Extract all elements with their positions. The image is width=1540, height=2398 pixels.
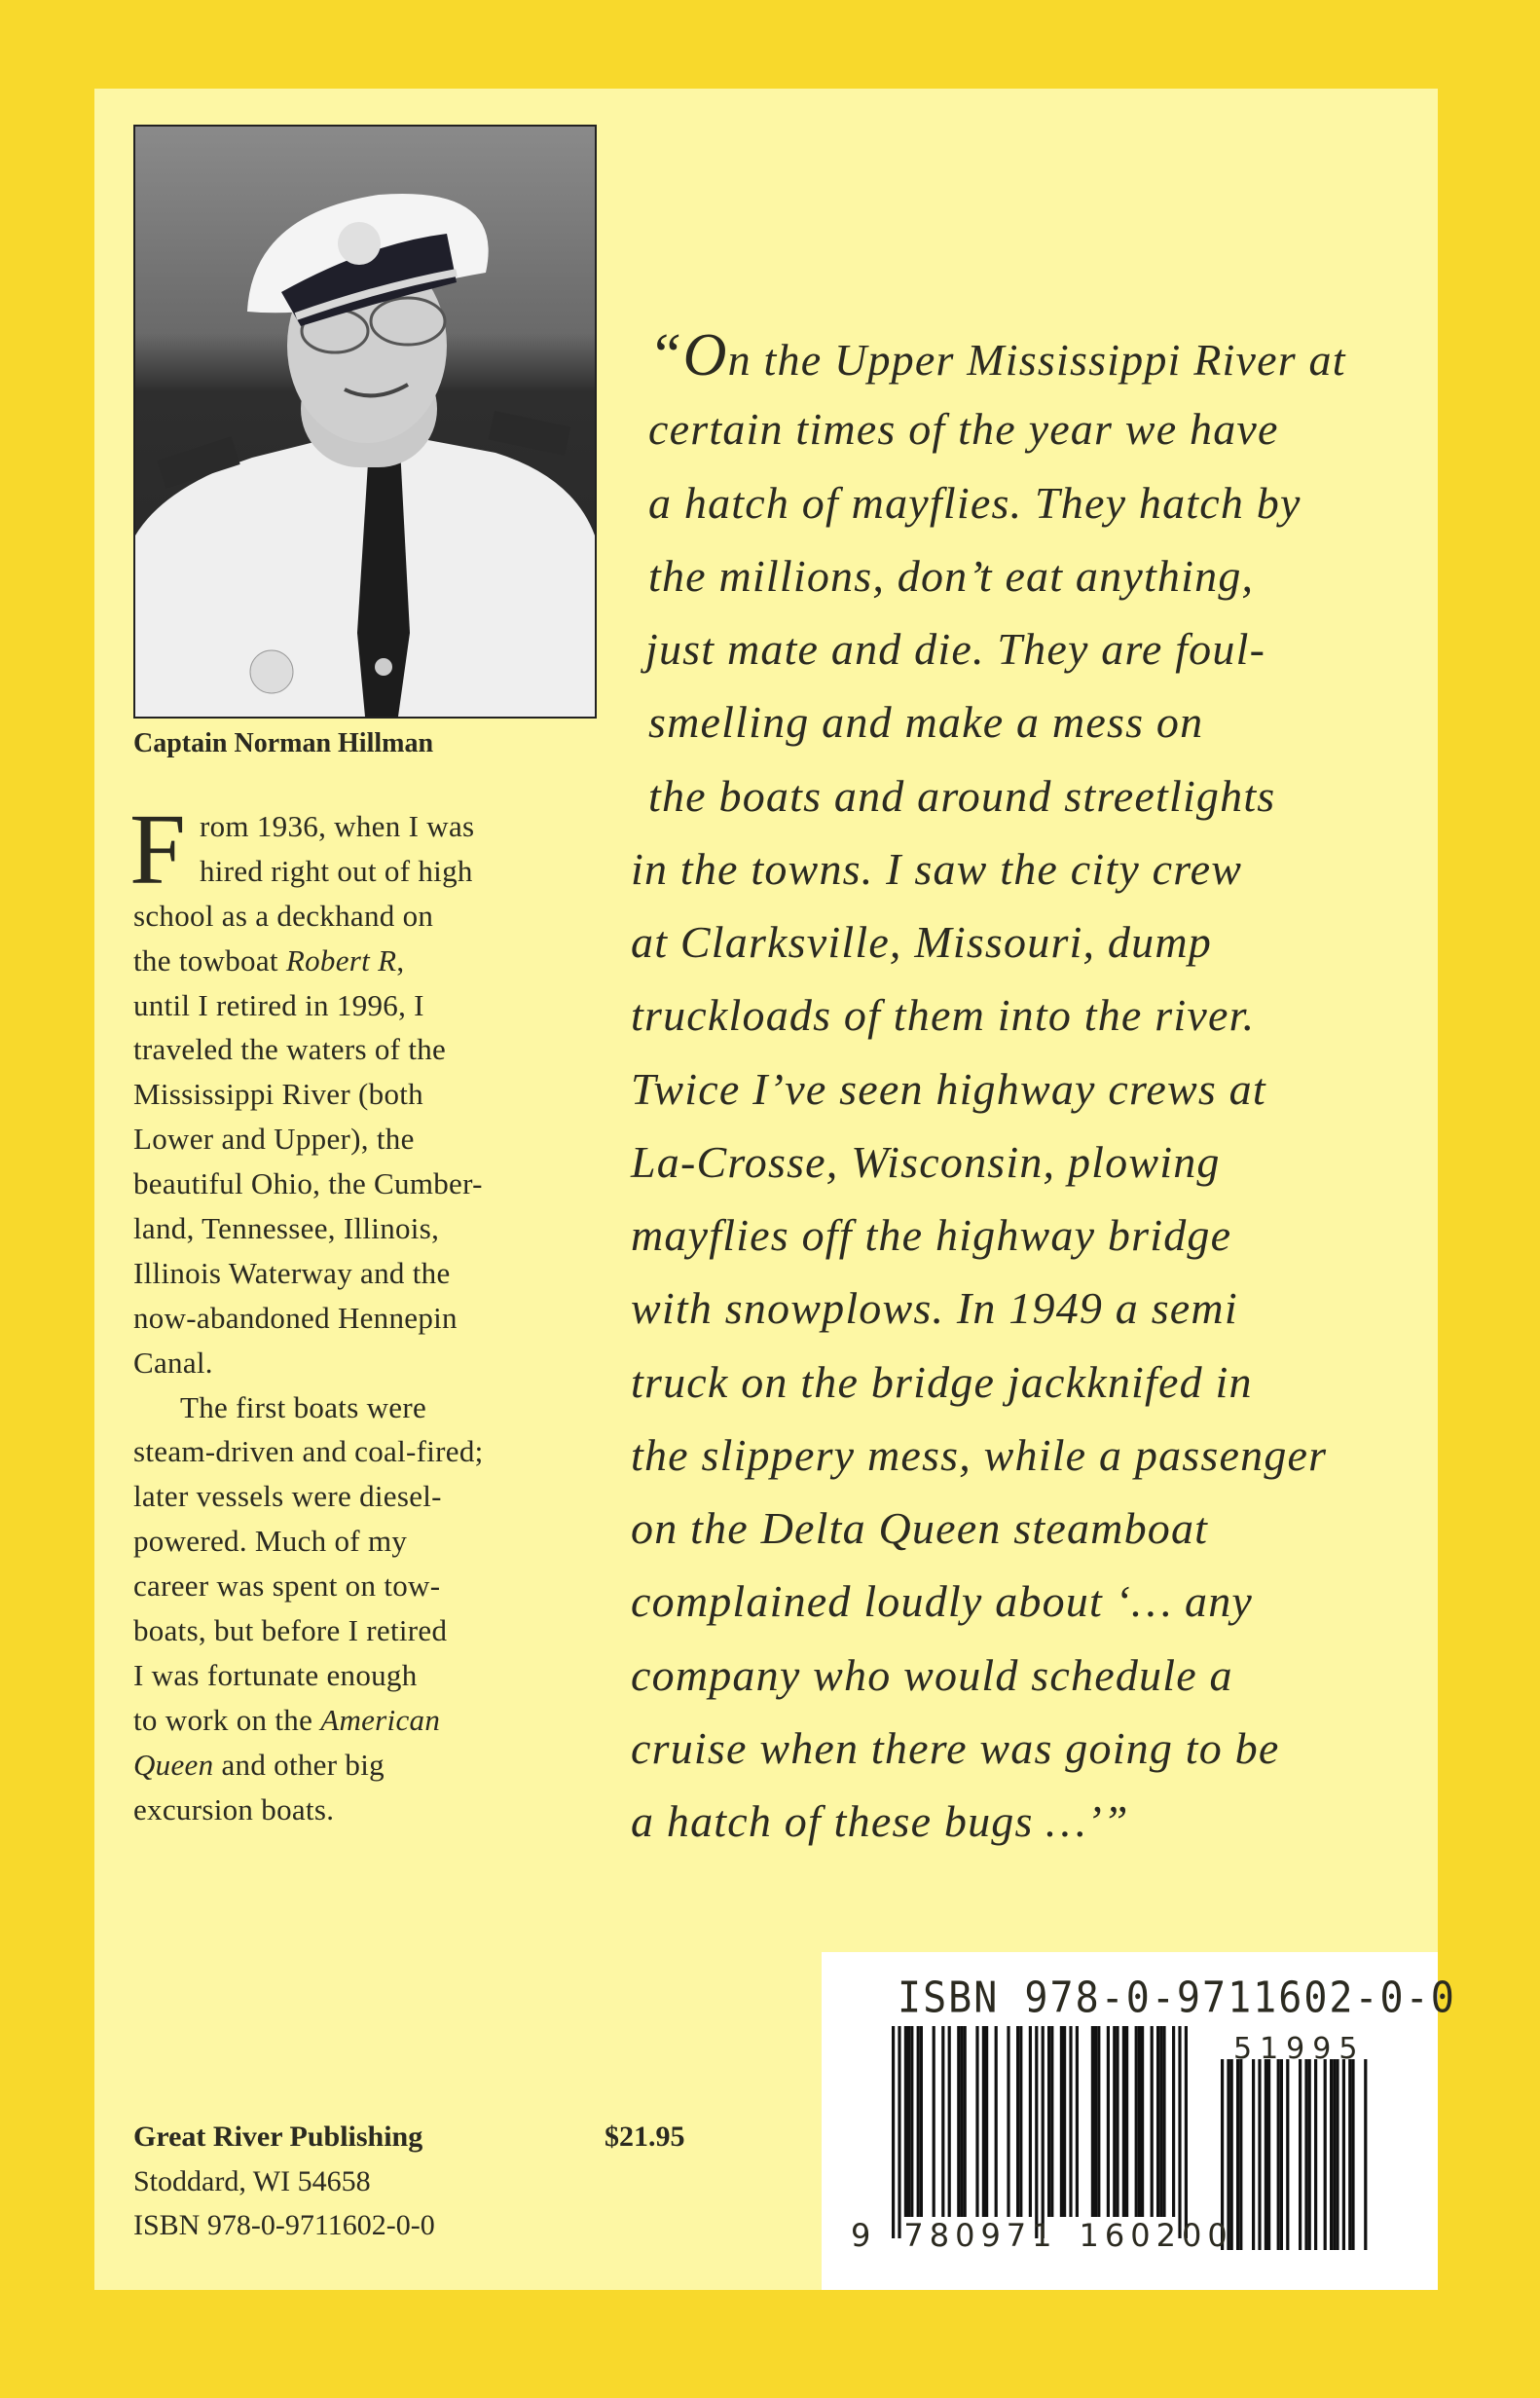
quote-line: [631, 685, 1346, 758]
barcode-addon-bar: [1280, 2059, 1283, 2250]
barcode-addon-bar: [1239, 2059, 1242, 2250]
isbn-barcode: [822, 1952, 1456, 2290]
barcode-first-digit: 9: [851, 2217, 871, 2254]
bio-text: Lower and Upper), the: [133, 1122, 415, 1157]
barcode-addon-bar: [1336, 2059, 1338, 2250]
boat-name: American: [320, 1702, 441, 1737]
quote-line: [631, 759, 1346, 832]
quote-text: with snowplows. In 1949 a semi: [631, 1283, 1238, 1334]
quote-text: mayflies off the highway bridge: [631, 1210, 1232, 1260]
quote-line: [631, 1199, 1346, 1272]
barcode-bar: [1019, 2026, 1022, 2217]
bio-text: beautiful Ohio, the Cumber-: [133, 1166, 483, 1201]
barcode-bar: [1007, 2026, 1009, 2217]
barcode-bar: [907, 2026, 910, 2217]
barcode-bar: [904, 2026, 907, 2217]
captain-portrait-photo: [135, 127, 595, 717]
barcode-bar: [892, 2026, 895, 2238]
barcode-addon-bar: [1308, 2059, 1311, 2250]
quote-line: [631, 319, 1346, 392]
barcode-bar: [1159, 2026, 1162, 2217]
quote-text: a hatch of mayflies. They hatch by: [648, 477, 1302, 528]
quote-line: [631, 1419, 1346, 1492]
barcode-bar: [1094, 2026, 1097, 2217]
barcode-bar: [1069, 2026, 1072, 2217]
quote-text: Twice I’ve seen highway crews at: [631, 1063, 1266, 1114]
barcode-right-digits: 160200: [1079, 2217, 1233, 2254]
bio-line: [133, 1072, 484, 1117]
bio-line: [133, 939, 484, 983]
quote-text: the millions, don’t eat anything,: [648, 550, 1255, 601]
barcode-addon-bar: [1258, 2059, 1261, 2250]
author-bio: [129, 793, 484, 1831]
barcode-bar: [1042, 2026, 1045, 2238]
bio-line: [133, 1519, 484, 1564]
bio-text: later vessels were diesel-: [133, 1479, 442, 1514]
barcode-bar: [1035, 2026, 1038, 2238]
quote-text: certain times of the year we have: [648, 404, 1279, 455]
quote-line: [631, 978, 1346, 1051]
bio-line: [133, 1608, 484, 1653]
bio-line: [133, 1206, 484, 1251]
barcode-addon-bar: [1304, 2059, 1307, 2250]
barcode-addon-bar: [1348, 2059, 1351, 2250]
quote-line: [631, 832, 1346, 905]
barcode-bar: [910, 2026, 913, 2217]
barcode-bar: [957, 2026, 960, 2217]
barcode-bar: [1076, 2026, 1079, 2217]
bio-line: [133, 1296, 484, 1341]
barcode-bar: [964, 2026, 967, 2217]
barcode-bar: [985, 2026, 988, 2217]
bio-line: [133, 1698, 484, 1743]
quote-line: [631, 539, 1346, 612]
quote-text: truck on the bridge jackknifed in: [631, 1356, 1253, 1407]
bio-line: [133, 1743, 484, 1788]
quote-line: [631, 612, 1346, 685]
quote-text: truckloads of them into the river.: [631, 990, 1256, 1041]
barcode-bar: [1116, 2026, 1118, 2217]
quote-text: a hatch of these bugs …’”: [631, 1796, 1129, 1846]
barcode-bar: [1135, 2026, 1138, 2217]
bio-line: [133, 1429, 484, 1474]
quote-line: [631, 1125, 1346, 1199]
barcode-bar: [1050, 2026, 1053, 2217]
barcode-addon-bar: [1351, 2059, 1354, 2250]
barcode-digits: [851, 2217, 1233, 2254]
boat-name: Robert R: [285, 942, 397, 978]
quote-line: [631, 466, 1346, 539]
barcode-bar: [898, 2026, 900, 2238]
barcode-bar: [975, 2026, 978, 2217]
drop-cap: F: [129, 793, 187, 905]
quote-text: La-Crosse, Wisconsin, plowing: [631, 1136, 1221, 1187]
barcode-bar: [1063, 2026, 1066, 2217]
barcode-addon-bar: [1333, 2059, 1336, 2250]
bio-text: powered. Much of my: [133, 1524, 408, 1559]
quote-text: in the towns. I saw the city crew: [631, 843, 1243, 894]
quote-line: [631, 1785, 1346, 1858]
bio-text: land, Tennessee, Illinois,: [133, 1211, 440, 1246]
bio-text: to work on the: [133, 1702, 321, 1737]
barcode-bar: [1091, 2026, 1094, 2217]
quote-line: [631, 1052, 1346, 1125]
barcode-addon-digits: 51995: [1233, 2032, 1366, 2066]
bio-text: now-abandoned Hennepin: [133, 1300, 458, 1335]
bio-line: [133, 1474, 484, 1519]
bio-text: the towboat: [133, 942, 286, 978]
barcode-bar: [1151, 2026, 1154, 2217]
quote-text: cruise when there was going to be: [631, 1722, 1280, 1773]
barcode-bar: [1138, 2026, 1141, 2217]
barcode-addon-bar: [1330, 2059, 1333, 2250]
bio-line: [133, 1117, 484, 1162]
quote-text: at Clarksville, Missouri, dump: [631, 917, 1212, 967]
barcode-addon-bar: [1267, 2059, 1270, 2250]
quote-line: [631, 1639, 1346, 1712]
quote-text: the slippery mess, while a passenger: [631, 1429, 1328, 1480]
barcode-addon-bar: [1286, 2059, 1289, 2250]
pull-quote: [631, 319, 1346, 1858]
barcode-bar: [948, 2026, 951, 2217]
quote-opening: “O: [648, 322, 728, 388]
quote-text: just mate and die. They are foul-: [645, 624, 1266, 674]
barcode-bar: [1185, 2026, 1188, 2238]
barcode-bar: [1029, 2026, 1032, 2217]
bio-text: school as a deckhand on: [133, 898, 434, 933]
barcode-addon-bar: [1299, 2059, 1302, 2250]
barcode-bar: [1016, 2026, 1019, 2217]
bio-text: I was fortunate enough: [133, 1657, 418, 1692]
bio-text: hired right out of high: [200, 853, 473, 888]
barcode-bar: [1060, 2026, 1063, 2217]
quote-text: smelling and make a mess on: [648, 697, 1204, 748]
barcode-bar: [1162, 2026, 1165, 2217]
bio-line: [133, 1251, 484, 1296]
bio-text: Illinois Waterway and the: [133, 1255, 451, 1290]
bio-text: until I retired in 1996, I: [133, 987, 424, 1022]
author-photo: [133, 125, 597, 719]
barcode-bar: [941, 2026, 944, 2217]
bio-line: [133, 1653, 484, 1698]
quote-line: [631, 1346, 1346, 1419]
bio-line: [133, 1162, 484, 1206]
barcode-bar: [1172, 2026, 1175, 2217]
publisher-address: Stoddard, WI 54658: [133, 2164, 371, 2197]
quote-line: [631, 1565, 1346, 1638]
quote-line: [631, 1492, 1346, 1565]
barcode-bar: [1107, 2026, 1110, 2217]
bio-line: [133, 1564, 484, 1608]
barcode-bar: [933, 2026, 935, 2217]
barcode-bar: [995, 2026, 998, 2217]
quote-line: [631, 1712, 1346, 1785]
quote-text: company who would schedule a: [631, 1649, 1233, 1700]
barcode-left-digits: 780971: [903, 2217, 1058, 2254]
barcode-bar: [917, 2026, 920, 2217]
quote-text: complained loudly about ‘… any: [631, 1576, 1254, 1627]
photo-caption: Captain Norman Hillman: [133, 728, 434, 758]
barcode-addon-bar: [1252, 2059, 1255, 2250]
bio-line: [133, 1385, 484, 1430]
bio-line: [133, 1027, 484, 1072]
barcode-bar: [1047, 2026, 1050, 2217]
bio-text: boats, but before I retired: [133, 1613, 448, 1648]
bio-text: ,: [396, 942, 405, 978]
bio-text: rom 1936, when I was: [200, 809, 475, 843]
barcode-bar: [1156, 2026, 1159, 2217]
barcode-addon-bar: [1342, 2059, 1345, 2250]
barcode-bar: [1113, 2026, 1116, 2217]
barcode-bar: [960, 2026, 963, 2217]
barcode-bar: [1178, 2026, 1181, 2238]
barcode-bar: [1125, 2026, 1128, 2217]
publisher-name: Great River Publishing: [133, 2121, 423, 2153]
bio-line: [133, 983, 484, 1028]
barcode-bar: [1097, 2026, 1100, 2217]
barcode-addon-bar: [1324, 2059, 1327, 2250]
quote-text: the boats and around streetlights: [648, 770, 1276, 821]
publisher-info: [133, 2115, 435, 2248]
bio-line: [133, 1788, 484, 1832]
barcode-bar: [1141, 2026, 1144, 2217]
bio-text: career was spent on tow-: [133, 1568, 441, 1604]
boat-name: Queen: [133, 1747, 214, 1782]
barcode-bar: [1122, 2026, 1125, 2217]
bio-text: Canal.: [133, 1345, 213, 1380]
price: $21.95: [605, 2121, 685, 2153]
quote-text: on the Delta Queen steamboat: [631, 1503, 1209, 1553]
barcode-bar: [982, 2026, 985, 2217]
publisher-isbn: ISBN 978-0-9711602-0-0: [133, 2209, 435, 2241]
barcode-addon-bar: [1236, 2059, 1239, 2250]
barcode-addon-bar: [1265, 2059, 1267, 2250]
bio-line: [133, 1341, 484, 1385]
barcode-isbn-label: ISBN 978-0-9711602-0-0: [898, 1973, 1456, 2023]
bio-text: Mississippi River (both: [133, 1077, 423, 1112]
quote-text: n the Upper Mississippi River at: [727, 335, 1346, 385]
bio-text: traveled the waters of the: [133, 1032, 447, 1067]
barcode-addon-bar: [1314, 2059, 1317, 2250]
barcode-addon-bar: [1277, 2059, 1280, 2250]
bio-text: excursion boats.: [133, 1791, 335, 1826]
bio-text: and other big: [213, 1747, 385, 1782]
quote-line: [631, 392, 1346, 465]
barcode-addon-bar: [1364, 2059, 1367, 2250]
bio-text: steam-driven and coal-fired;: [133, 1434, 484, 1469]
quote-line: [631, 1272, 1346, 1345]
quote-line: [631, 905, 1346, 978]
bio-text: The first boats were: [180, 1389, 427, 1424]
barcode-bar: [920, 2026, 923, 2217]
